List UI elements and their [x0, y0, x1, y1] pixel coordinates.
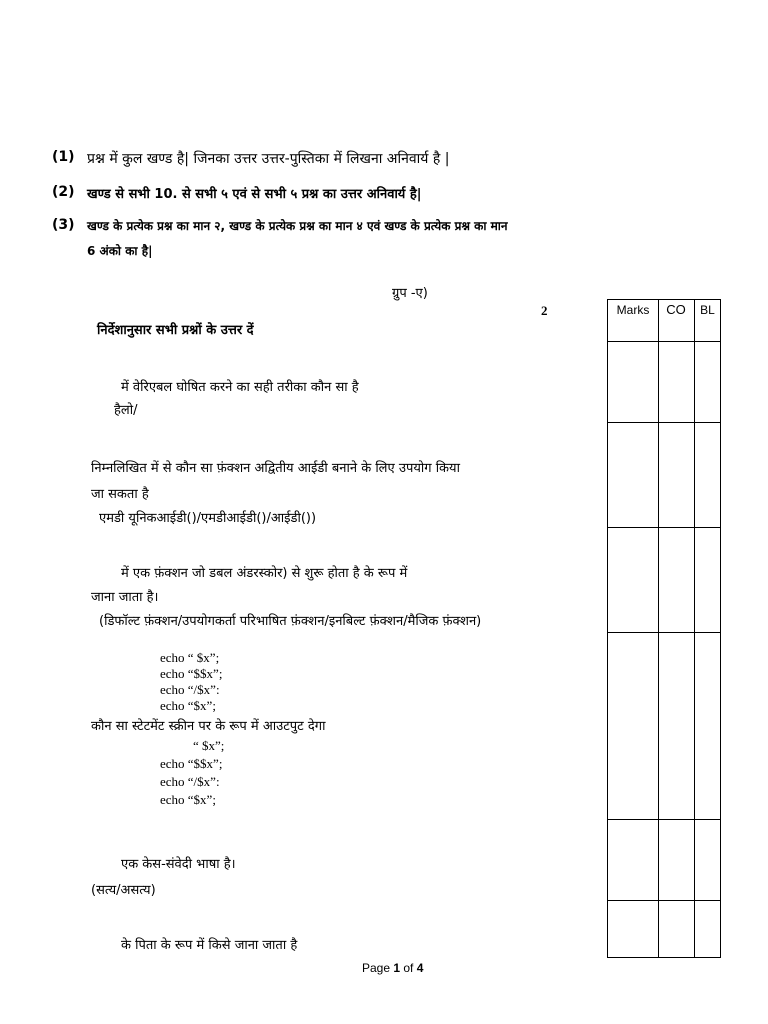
code-line: echo “$x”; — [160, 698, 216, 713]
q3-text: में एक फ़ंक्शन जो डबल अंडरस्कोर) से शुरू होता है के रूप में — [121, 566, 408, 581]
total-pages: 4 — [416, 961, 424, 975]
instruction-number: (2) — [52, 184, 75, 200]
instruction-number: (3) — [52, 217, 75, 233]
q4-option: “ $x”; — [193, 738, 225, 753]
q3-options: (डिफॉल्ट फ़ंक्शन/उपयोगकर्ता परिभाषित फ़ंक्शन/इनबिल्ट फ़ंक्शन/मैजिक फ़ंक्शन) — [99, 614, 482, 629]
q6-text: के पिता के रूप में किसे जाना जाता है — [121, 938, 298, 953]
table-row-line — [608, 632, 720, 633]
q3-text-line2: जाना जाता है। — [91, 590, 159, 605]
q4-text: कौन सा स्टेटमेंट स्क्रीन पर के रूप में आउटपुट देगा — [91, 719, 326, 734]
group-title: ग्रुप -ए) — [392, 286, 428, 301]
table-row-line — [608, 819, 720, 820]
q4-option: echo “$x”; — [160, 792, 216, 807]
table-row-line — [608, 527, 720, 528]
marks-header: Marks — [616, 303, 650, 317]
q5-options: (सत्य/असत्य) — [91, 883, 156, 898]
q2-text: निम्नलिखित में से कौन सा फ़ंक्शन अद्वितीय आईडी बनाने के लिए उपयोग किया — [91, 461, 460, 476]
instruction-text: खण्ड के प्रत्येक प्रश्न का मान २, खण्ड के प्रत्येक प्रश्न का मान ४ एवं खण्ड के प्रत्येक प्रश्न का मान — [87, 219, 508, 233]
instruction-text: प्रश्न में कुल खण्ड है| जिनका उत्तर उत्तर-पुस्तिका में लिखना अनिवार्य है | — [87, 151, 450, 167]
current-page: 1 — [393, 961, 401, 975]
q5-text: एक केस-संवेदी भाषा है। — [121, 857, 236, 872]
section-heading: निर्देशानुसार सभी प्रश्नों के उत्तर दें — [97, 323, 254, 338]
q4-option: echo “/$x”: — [160, 774, 220, 789]
instruction-text: खण्ड से सभी 10. से सभी ५ एवं से सभी ५ प्रश्न का उत्तर अनिवार्य है| — [87, 187, 422, 202]
q1-text: में वेरिएबल घोषित करने का सही तरीका कौन सा है — [121, 380, 359, 395]
q2-options: एमडी यूनिकआईडी()/एमडीआईडी()/आईडी()) — [99, 511, 317, 526]
table-divider — [694, 300, 695, 957]
table-row-line — [608, 422, 720, 423]
instruction-text-line2: 6 अंको का है| — [87, 244, 153, 258]
page-prefix: Page — [362, 961, 394, 975]
instruction-number: (1) — [52, 149, 75, 165]
q1-options: हैलो/ — [114, 403, 138, 418]
table-row-line — [608, 900, 720, 901]
code-line: echo “ $x”; — [160, 650, 220, 665]
page-of: of — [400, 961, 417, 975]
q2-text-line2: जा सकता है — [91, 487, 149, 502]
marks-table — [607, 299, 721, 958]
code-line: echo “/$x”: — [160, 682, 220, 697]
bl-header: BL — [700, 303, 715, 317]
code-line: echo “$$x”; — [160, 666, 223, 681]
section-marks: 2 — [541, 303, 548, 318]
table-row-line — [608, 341, 720, 342]
q4-option: echo “$$x”; — [160, 756, 223, 771]
table-divider — [658, 300, 659, 957]
page-number — [362, 961, 423, 975]
co-header: CO — [666, 302, 686, 317]
